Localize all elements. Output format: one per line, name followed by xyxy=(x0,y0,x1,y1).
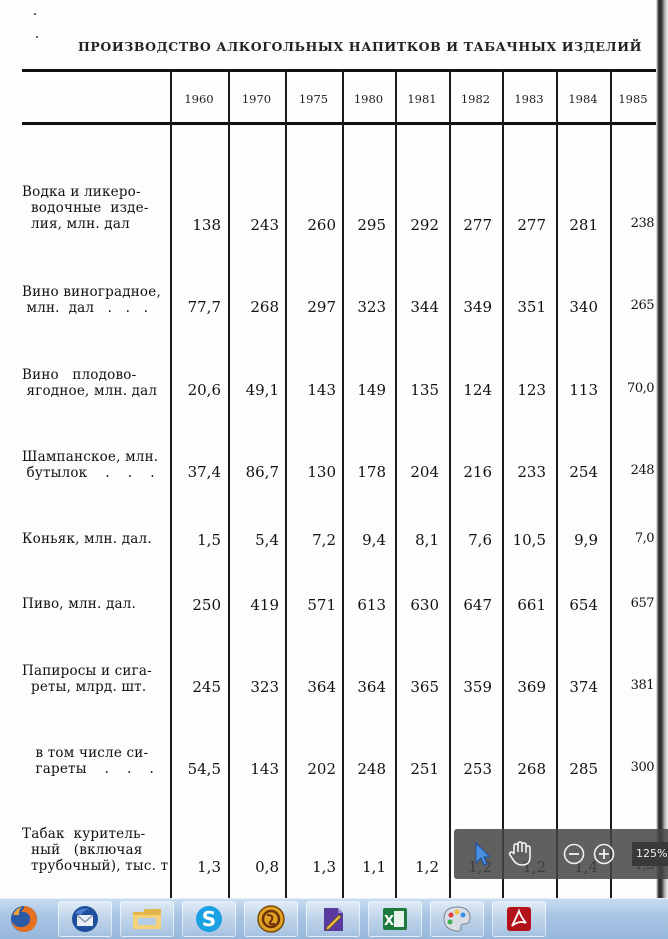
table-cell: 143 xyxy=(250,760,279,778)
table-cell: 281 xyxy=(569,216,598,234)
table-cell: 0,8 xyxy=(255,858,279,876)
pdf-viewer-toolbar xyxy=(454,829,668,879)
year-header: 1970 xyxy=(241,92,272,106)
zoom-level-field[interactable]: 125% xyxy=(632,842,668,866)
table-cell: 323 xyxy=(357,298,386,316)
year-header: 1981 xyxy=(407,92,437,106)
table-cell: 369 xyxy=(517,678,546,696)
table-cell: 1,5 xyxy=(197,531,221,549)
table-cell: 54,5 xyxy=(187,760,221,778)
table-cell: 1,3 xyxy=(197,858,221,876)
table-cell: 49,1 xyxy=(245,381,279,399)
table-cell: 365 xyxy=(410,678,439,696)
table-cell: 5,4 xyxy=(255,531,279,549)
table-cell: 86,7 xyxy=(245,463,279,481)
row-label: Шампанское, млн. бутылок . . . xyxy=(22,449,159,481)
row-label: Пиво, млн. дал. xyxy=(22,596,136,612)
row-label: в том числе си- гареты . . . xyxy=(22,745,155,777)
thunderbird-icon[interactable] xyxy=(58,901,112,937)
table-cell: 243 xyxy=(250,216,279,234)
table-cell: 143 xyxy=(307,381,336,399)
table-cell: 349 xyxy=(463,298,492,316)
table-cell: 571 xyxy=(307,596,336,614)
year-header: 1983 xyxy=(514,92,544,106)
hand-pan-icon[interactable] xyxy=(504,838,536,870)
zoom-in-icon[interactable] xyxy=(588,838,620,870)
table-cell: 268 xyxy=(517,760,546,778)
table-cell: 149 xyxy=(357,381,386,399)
table-cell: 344 xyxy=(410,298,439,316)
table-cell: 233 xyxy=(517,463,546,481)
table-cell: 238 xyxy=(630,216,654,231)
table-cell: 654 xyxy=(569,596,598,614)
select-arrow-icon[interactable] xyxy=(466,838,498,870)
taskbar xyxy=(0,898,668,939)
table-cell: 178 xyxy=(357,463,386,481)
table-cell: 20,6 xyxy=(187,381,221,399)
table-cell: 135 xyxy=(410,381,439,399)
table-cell: 381 xyxy=(630,678,654,693)
table-cell: 364 xyxy=(357,678,386,696)
row-label: Папиросы и сига- реты, млрд. шт. xyxy=(22,663,152,695)
row-label: Вино виноградное, млн. дал . . . xyxy=(22,284,161,316)
table-cell: 1,2 xyxy=(415,858,439,876)
table-cell: 277 xyxy=(463,216,492,234)
row-label: Табак куритель- ный (включая трубочный), тыс. т xyxy=(22,826,169,874)
app-emblem-icon[interactable] xyxy=(244,901,298,937)
table-cell: 419 xyxy=(250,596,279,614)
table-cell: 657 xyxy=(630,596,654,611)
table-cell: 245 xyxy=(192,678,221,696)
zoom-out-icon[interactable] xyxy=(558,838,590,870)
table-cell: 647 xyxy=(463,596,492,614)
scan-speck xyxy=(36,36,38,38)
year-header: 1960 xyxy=(184,92,214,106)
table-cell: 323 xyxy=(250,678,279,696)
page-title: ПРОИЗВОДСТВО АЛКОГОЛЬНЫХ НАПИТКОВ И ТАБАЧНЫХ ИЗДЕЛИЙ xyxy=(78,39,643,54)
table-cell: 130 xyxy=(307,463,336,481)
table-cell: 216 xyxy=(463,463,492,481)
table-cell: 285 xyxy=(569,760,598,778)
acrobat-reader-icon[interactable] xyxy=(492,901,546,937)
firefox-icon[interactable] xyxy=(0,901,48,937)
table-cell: 9,9 xyxy=(574,531,598,549)
scan-speck xyxy=(34,13,36,15)
table-cell: 251 xyxy=(410,760,439,778)
year-header: 1982 xyxy=(460,92,491,106)
year-header: 1980 xyxy=(353,92,384,106)
table-cell: 1,3 xyxy=(312,858,336,876)
year-header: 1985 xyxy=(618,92,648,106)
table-cell: 340 xyxy=(569,298,598,316)
document-editor-icon[interactable] xyxy=(306,901,360,937)
table-cell: 77,7 xyxy=(187,298,221,316)
table-cell: 268 xyxy=(250,298,279,316)
file-explorer-icon[interactable] xyxy=(120,901,174,937)
table-cell: 613 xyxy=(357,596,386,614)
header-bottom-rule xyxy=(22,122,656,125)
table-cell: 292 xyxy=(410,216,439,234)
table-cell: 351 xyxy=(517,298,546,316)
row-label: Водка и ликеро- водочные изде- лия, млн. дал xyxy=(22,184,149,232)
table-cell: 8,1 xyxy=(415,531,439,549)
table-cell: 253 xyxy=(463,760,492,778)
table-cell: 248 xyxy=(630,463,654,478)
table-cell: 124 xyxy=(463,381,492,399)
table-cell: 123 xyxy=(517,381,546,399)
table-cell: 364 xyxy=(307,678,336,696)
table-cell: 359 xyxy=(463,678,492,696)
table-cell: 295 xyxy=(357,216,386,234)
table-cell: 254 xyxy=(569,463,598,481)
table-cell: 202 xyxy=(307,760,336,778)
table-cell: 1,1 xyxy=(362,858,386,876)
table-cell: 7,6 xyxy=(468,531,492,549)
table-cell: 630 xyxy=(410,596,439,614)
table-cell: 260 xyxy=(307,216,336,234)
excel-icon[interactable] xyxy=(368,901,422,937)
table-cell: 204 xyxy=(410,463,439,481)
table-cell: 37,4 xyxy=(187,463,221,481)
table-cell: 7,2 xyxy=(312,531,336,549)
table-cell: 7,0 xyxy=(634,531,654,546)
svg-text:S: S xyxy=(201,907,217,931)
table-cell: 265 xyxy=(630,298,654,313)
table-cell: 250 xyxy=(192,596,221,614)
paint-icon[interactable] xyxy=(430,901,484,937)
scan-edge-shadow xyxy=(656,0,668,898)
table-cell: 9,4 xyxy=(362,531,386,549)
table-cell: 297 xyxy=(307,298,336,316)
table-cell: 248 xyxy=(357,760,386,778)
table-cell: 113 xyxy=(569,381,598,399)
table-cell: 374 xyxy=(569,678,598,696)
table-cell: 661 xyxy=(517,596,546,614)
table-cell: 300 xyxy=(630,760,654,775)
svg-text:X: X xyxy=(383,914,395,929)
skype-icon[interactable] xyxy=(182,901,236,937)
header-top-rule xyxy=(22,69,656,72)
table-cell: 138 xyxy=(192,216,221,234)
year-header: 1984 xyxy=(568,92,598,106)
table-cell: 70,0 xyxy=(627,381,654,396)
row-label: Вино плодово- ягодное, млн. дал xyxy=(22,367,158,399)
row-label: Коньяк, млн. дал. xyxy=(22,531,152,547)
table-cell: 10,5 xyxy=(512,531,546,549)
year-header: 1975 xyxy=(298,92,329,106)
table-cell: 277 xyxy=(517,216,546,234)
